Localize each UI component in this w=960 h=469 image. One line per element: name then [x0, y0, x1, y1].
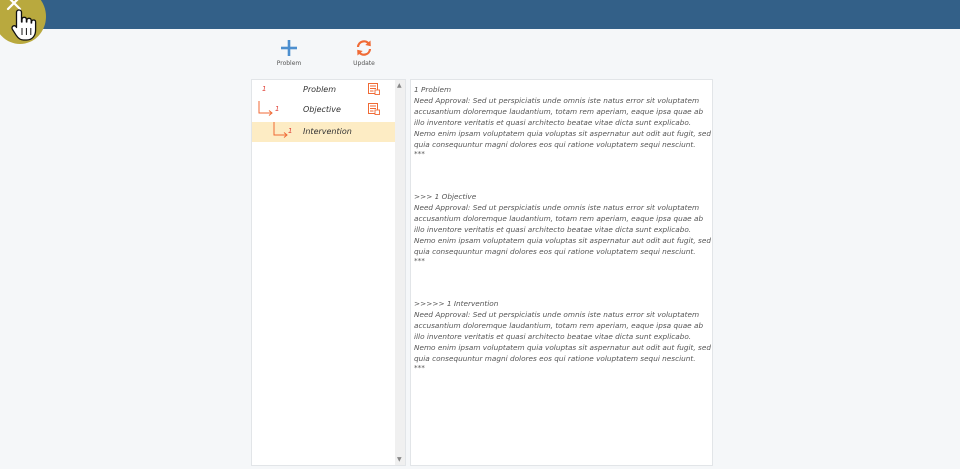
tree-item-label: Intervention	[303, 127, 352, 136]
block-separator: ***	[414, 149, 425, 158]
hand-cursor-icon	[10, 8, 38, 42]
tree-item-label: Problem	[303, 85, 337, 94]
tree-item-label: Objective	[303, 105, 341, 114]
text-panel[interactable]	[410, 79, 713, 466]
tree-item-objective[interactable]	[252, 100, 397, 120]
tree-panel	[251, 79, 406, 466]
scroll-down-icon[interactable]: ▼	[397, 456, 402, 463]
block-body: Need Approval: Sed ut perspiciatis unde omnis iste natus error sit voluptatem accusantium doloremque laudantium, totam rem aperiam, eaque ipsa quae ab illo inventore veritatis et quasi architecto beatae vitae dicta sunt explicabo. Nemo enim ipsam voluptatem quia voluptas sit aspernatur aut odit aut fugit, sed quia consequuntur magni dolores eos qui ratione voluptatem sequi nesciunt.	[414, 203, 711, 256]
tree-item-problem[interactable]	[252, 80, 397, 100]
refresh-icon	[354, 38, 374, 58]
tree-scrollbar[interactable]	[395, 80, 405, 465]
edit-list-icon[interactable]	[368, 83, 380, 95]
update-button[interactable]	[341, 38, 387, 67]
scroll-up-icon[interactable]: ▲	[397, 82, 402, 89]
block-body: Need Approval: Sed ut perspiciatis unde omnis iste natus error sit voluptatem accusantium doloremque laudantium, totam rem aperiam, eaque ipsa quae ab illo inventore veritatis et quasi architecto beatae vitae dicta sunt explicabo. Nemo enim ipsam voluptatem quia voluptas sit aspernatur aut odit aut fugit, sed quia consequuntur magni dolores eos qui ratione voluptatem sequi nesciunt.	[414, 96, 711, 149]
tree-item-number: 1	[262, 85, 267, 93]
add-problem-label: Problem	[276, 60, 302, 67]
block-title: 1 Problem	[414, 85, 452, 94]
add-problem-button[interactable]	[266, 38, 312, 67]
tree-item-number: 1	[275, 105, 280, 113]
block-body: Need Approval: Sed ut perspiciatis unde omnis iste natus error sit voluptatem accusantium doloremque laudantium, totam rem aperiam, eaque ipsa quae ab illo inventore veritatis et quasi architecto beatae vitae dicta sunt explicabo. Nemo enim ipsam voluptatem quia voluptas sit aspernatur aut odit aut fugit, sed quia consequuntur magni dolores eos qui ratione voluptatem sequi nesciunt.	[414, 310, 711, 363]
plus-icon	[279, 38, 299, 58]
update-label: Update	[353, 60, 375, 67]
block-title: >>>>> 1 Intervention	[414, 299, 499, 308]
tree-item-number: 1	[288, 127, 293, 135]
child-arrow-icon	[257, 100, 275, 118]
top-bar	[0, 0, 960, 29]
edit-list-icon[interactable]	[368, 103, 380, 115]
text-block-objective	[414, 191, 709, 265]
block-separator: ***	[414, 256, 425, 265]
text-block-problem	[414, 84, 709, 158]
block-title: >>> 1 Objective	[414, 192, 477, 201]
text-block-intervention	[414, 298, 709, 372]
tree-item-intervention[interactable]	[252, 122, 397, 142]
block-separator: ***	[414, 363, 425, 372]
